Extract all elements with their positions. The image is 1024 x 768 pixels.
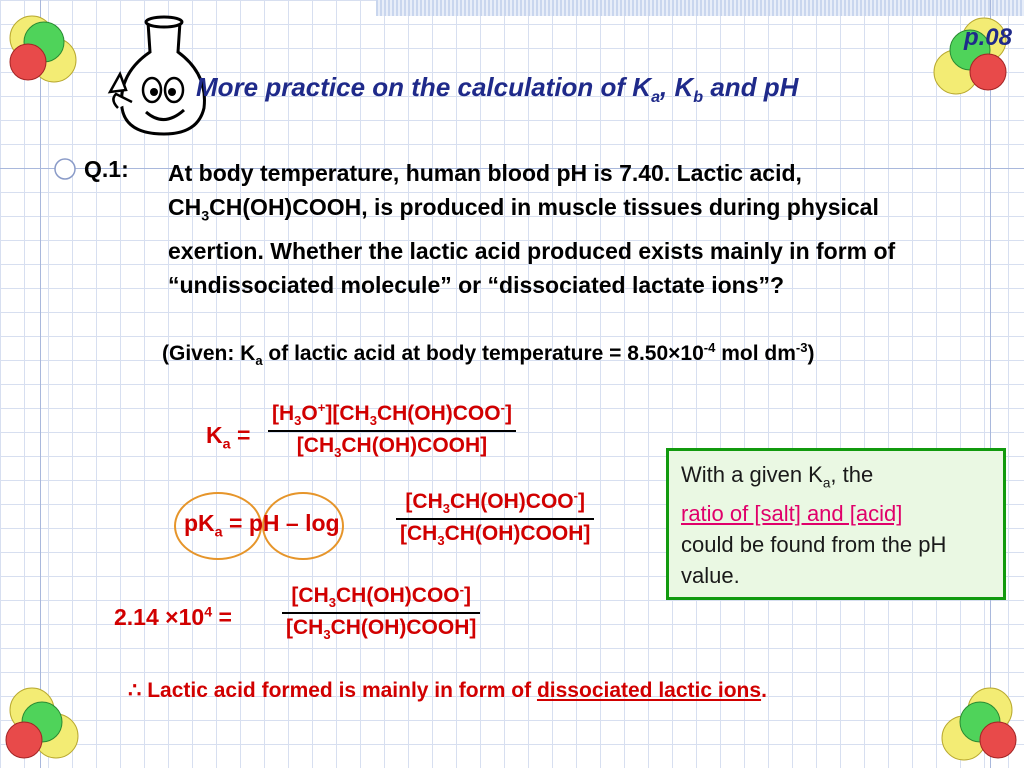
pka-expression-label: $pK_a$ = pH – log xyxy=(184,510,340,541)
conclusion-text: ∴ Lactic acid formed is mainly in form of dissociated lactic ions. xyxy=(128,679,767,702)
ratio-value-fraction xyxy=(282,582,480,642)
given-data: (Given: $K_a$ of lactic acid at body temperature = $8.50\times 10^{-4}$ mol $dm^{-3}$) xyxy=(162,340,815,369)
page-number: p.08 xyxy=(963,24,1012,51)
callout-line-1: With a given $K_a$, the xyxy=(681,462,874,491)
ka-numerator: $[H_3O^+][CH_3CH(OH)COO^-]$ xyxy=(268,400,516,432)
hint-callout-box xyxy=(666,448,1006,600)
question-text: At body temperature, human blood pH is 7.40. Lactic acid, $CH_3CH(OH)COOH$, is produced in muscle tissues during physical exertion. Whether the lactic acid produced exists mainly in form of “undissociated molecule” or “dissociated lactate ions”? xyxy=(168,160,896,298)
ratio-fraction xyxy=(396,488,594,548)
ratio-value-denominator: $[CH_3CH(OH)COOH]$ xyxy=(286,616,477,643)
ratio-value-numerator: $[CH_3CH(OH)COO^-]$ xyxy=(282,582,480,614)
question-label: Q.1: xyxy=(84,156,129,182)
margin-line-right xyxy=(990,0,991,768)
callout-highlight: ratio of [salt] and [acid] xyxy=(681,501,903,527)
molecule-model-icon xyxy=(934,684,1020,768)
molecule-model-icon xyxy=(2,8,86,92)
ratio-denominator: $[CH_3CH(OH)COOH]$ xyxy=(400,522,591,549)
bullet-circle-icon xyxy=(52,156,78,182)
ratio-numerator: $[CH_3CH(OH)COO^-]$ xyxy=(396,488,594,520)
margin-line-left xyxy=(40,0,41,768)
ka-denominator: $[CH_3CH(OH)COOH]$ xyxy=(296,434,488,461)
conclusion-answer: dissociated lactic ions xyxy=(536,679,762,702)
ratio-value-label: $2.14 \times 10^4$ = xyxy=(114,604,232,630)
molecule-model-icon xyxy=(2,684,86,768)
ka-expression-label: $K_a$ = xyxy=(206,422,251,453)
callout-line-3: could be found from the pH value. xyxy=(681,532,947,589)
ka-fraction xyxy=(268,400,516,460)
page-title: More practice on the calculation of $K_a$, $K_b$ and pH xyxy=(196,72,799,107)
